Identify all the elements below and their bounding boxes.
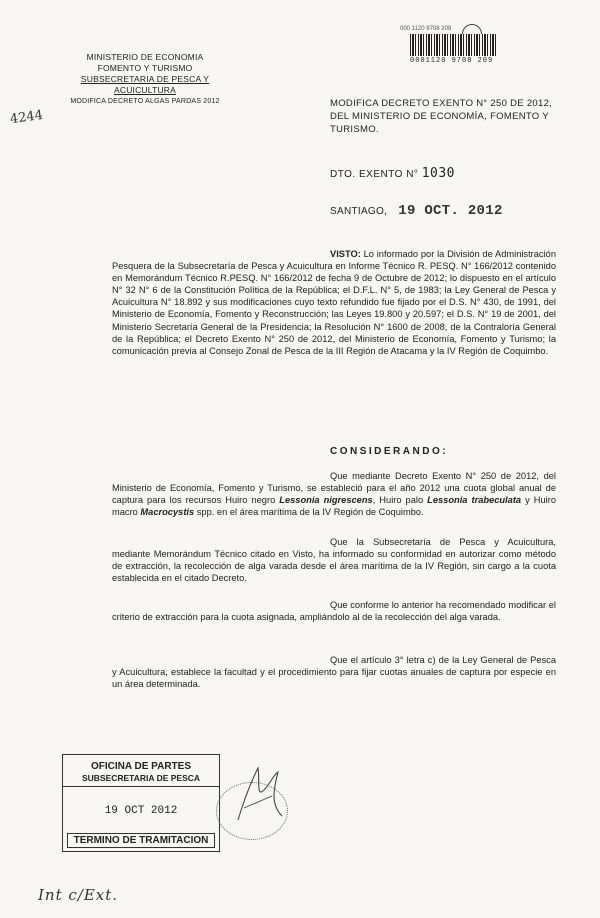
considerando-paragraph-2 — [112, 536, 556, 584]
document-title: MODIFICA DECRETO EXENTO N° 250 DE 2012, DEL MINISTERIO DE ECONOMÍA, FOMENTO Y TURISMO. — [330, 98, 553, 135]
stamp-subsecretaria: SUBSECRETARIA DE PESCA — [63, 773, 219, 787]
barcode-icon — [410, 34, 498, 56]
species-lessonia-nigrescens: Lessonia nigrescens — [279, 495, 373, 506]
considerando-2-text: Que la Subsecretaría de Pesca y Acuicultura, mediante Memorándum Técnico citado en Visto, ha informado su conformidad en autorizar como método de extracción, la recolección de alga varada desde el área marítima de la IV Región, sin cargo a la cuota establecida en el citado Decreto. — [112, 537, 556, 584]
place-date-line — [330, 203, 503, 219]
considerando-1-text-b: , Huiro palo — [372, 495, 428, 506]
considerando-4-text: Que el artículo 3° letra c) de la Ley General de Pesca y Acuicultura, establece la facultad y el procedimiento para fijar cuotas anuales de captura por especie en un área determinada. — [112, 655, 556, 690]
handwritten-note: Int c/Ext. — [38, 886, 119, 904]
barcode-number: 0001120 9708 209 — [410, 57, 494, 65]
ministry-header — [60, 52, 230, 107]
barcode-top-text: 000 1120 9708 209 — [400, 26, 452, 32]
barcode-label — [390, 8, 500, 70]
considerando-paragraph-1 — [112, 470, 556, 518]
considerando-1-text-d: spp. en el área marítima de la IV Región de Coquimbo. — [194, 507, 424, 518]
decree-number-line — [330, 166, 455, 181]
visto-paragraph — [112, 248, 556, 357]
signature-icon — [230, 760, 290, 830]
header-line-ministry: MINISTERIO DE ECONOMIA — [86, 52, 204, 62]
considerando-paragraph-4 — [112, 654, 556, 690]
city: SANTIAGO, — [330, 206, 388, 217]
species-macrocystis: Macrocystis — [140, 507, 195, 518]
header-line-subject: MODIFICA DECRETO ALGAS PARDAS 2012 — [70, 98, 220, 105]
decree-label: DTO. EXENTO N° — [330, 169, 419, 180]
considerando-paragraph-3 — [112, 599, 556, 623]
stamp-footer: TERMINO DE TRAMITACION — [67, 833, 215, 848]
considerando-3-text: Que conforme lo anterior ha recomendado modificar el criterio de extracción para la cuota asignada, ampliándolo al de la recolección del alga varada. — [112, 600, 556, 623]
considerando-1-text-a: Que mediante Decreto Exento N° 250 de 2012, del Ministerio de Economía, Fomento y Turismo, se estableció para el año 2012 una cuota global anual de captura para los recursos Huiro negro — [112, 471, 556, 506]
considerando-heading: CONSIDERANDO: — [330, 446, 449, 457]
visto-text: Lo informado por la División de Administración Pesquera de la Subsecretaría de Pesca y Acuicultura en Informe Técnico R. PESQ. N° 166/2012 contenido en Memorándum Técnico R.PESQ. N° 166/2012 de fecha 9 de Octubre de 2012; lo dispuesto en el artículo N° 32 N° 6 de la Constitución Política de la República; el D.F.L. N° 5, de 1983; la Ley General de Pesca y Acuicultura N° 18.892 y sus modificaciones cuyo texto refundido fue fijado por el D.S. N° 430, de 1991, del Ministerio de Economía, Fomento y Reconstrucción; las Leyes 19.800 y 20.597; el D.S. N° 19 de 2001, del Ministerio Secretaría General de la Presidencia; la Resolución N° 1600 de 2008, de la Contraloría General de la República; el Decreto Exento N° 250 de 2012, del Ministerio de Economía, Fomento y Turismo; la comunicación previa al Consejo Zonal de Pesca de la III Región de Atacama y la IV Región de Coquimbo. — [112, 249, 556, 356]
header-line-subsecretaria: SUBSECRETARIA DE PESCA Y ACUICULTURA — [80, 74, 210, 95]
margin-handwritten-number: 4244 — [9, 107, 44, 128]
date-stamp: 19 OCT. 2012 — [398, 203, 503, 219]
considerando-1-text-c: y Huiro macro — [112, 495, 556, 518]
stamp-office: OFICINA DE PARTES — [90, 761, 191, 772]
decree-number: 1030 — [421, 166, 456, 181]
visto-label: VISTO: — [330, 249, 361, 259]
stamp-date: 19 OCT 2012 — [104, 805, 178, 817]
header-line-fomento: FOMENTO Y TURISMO — [97, 63, 193, 73]
species-lessonia-trabeculata: Lessonia trabeculata — [427, 495, 522, 506]
office-stamp — [62, 754, 220, 852]
